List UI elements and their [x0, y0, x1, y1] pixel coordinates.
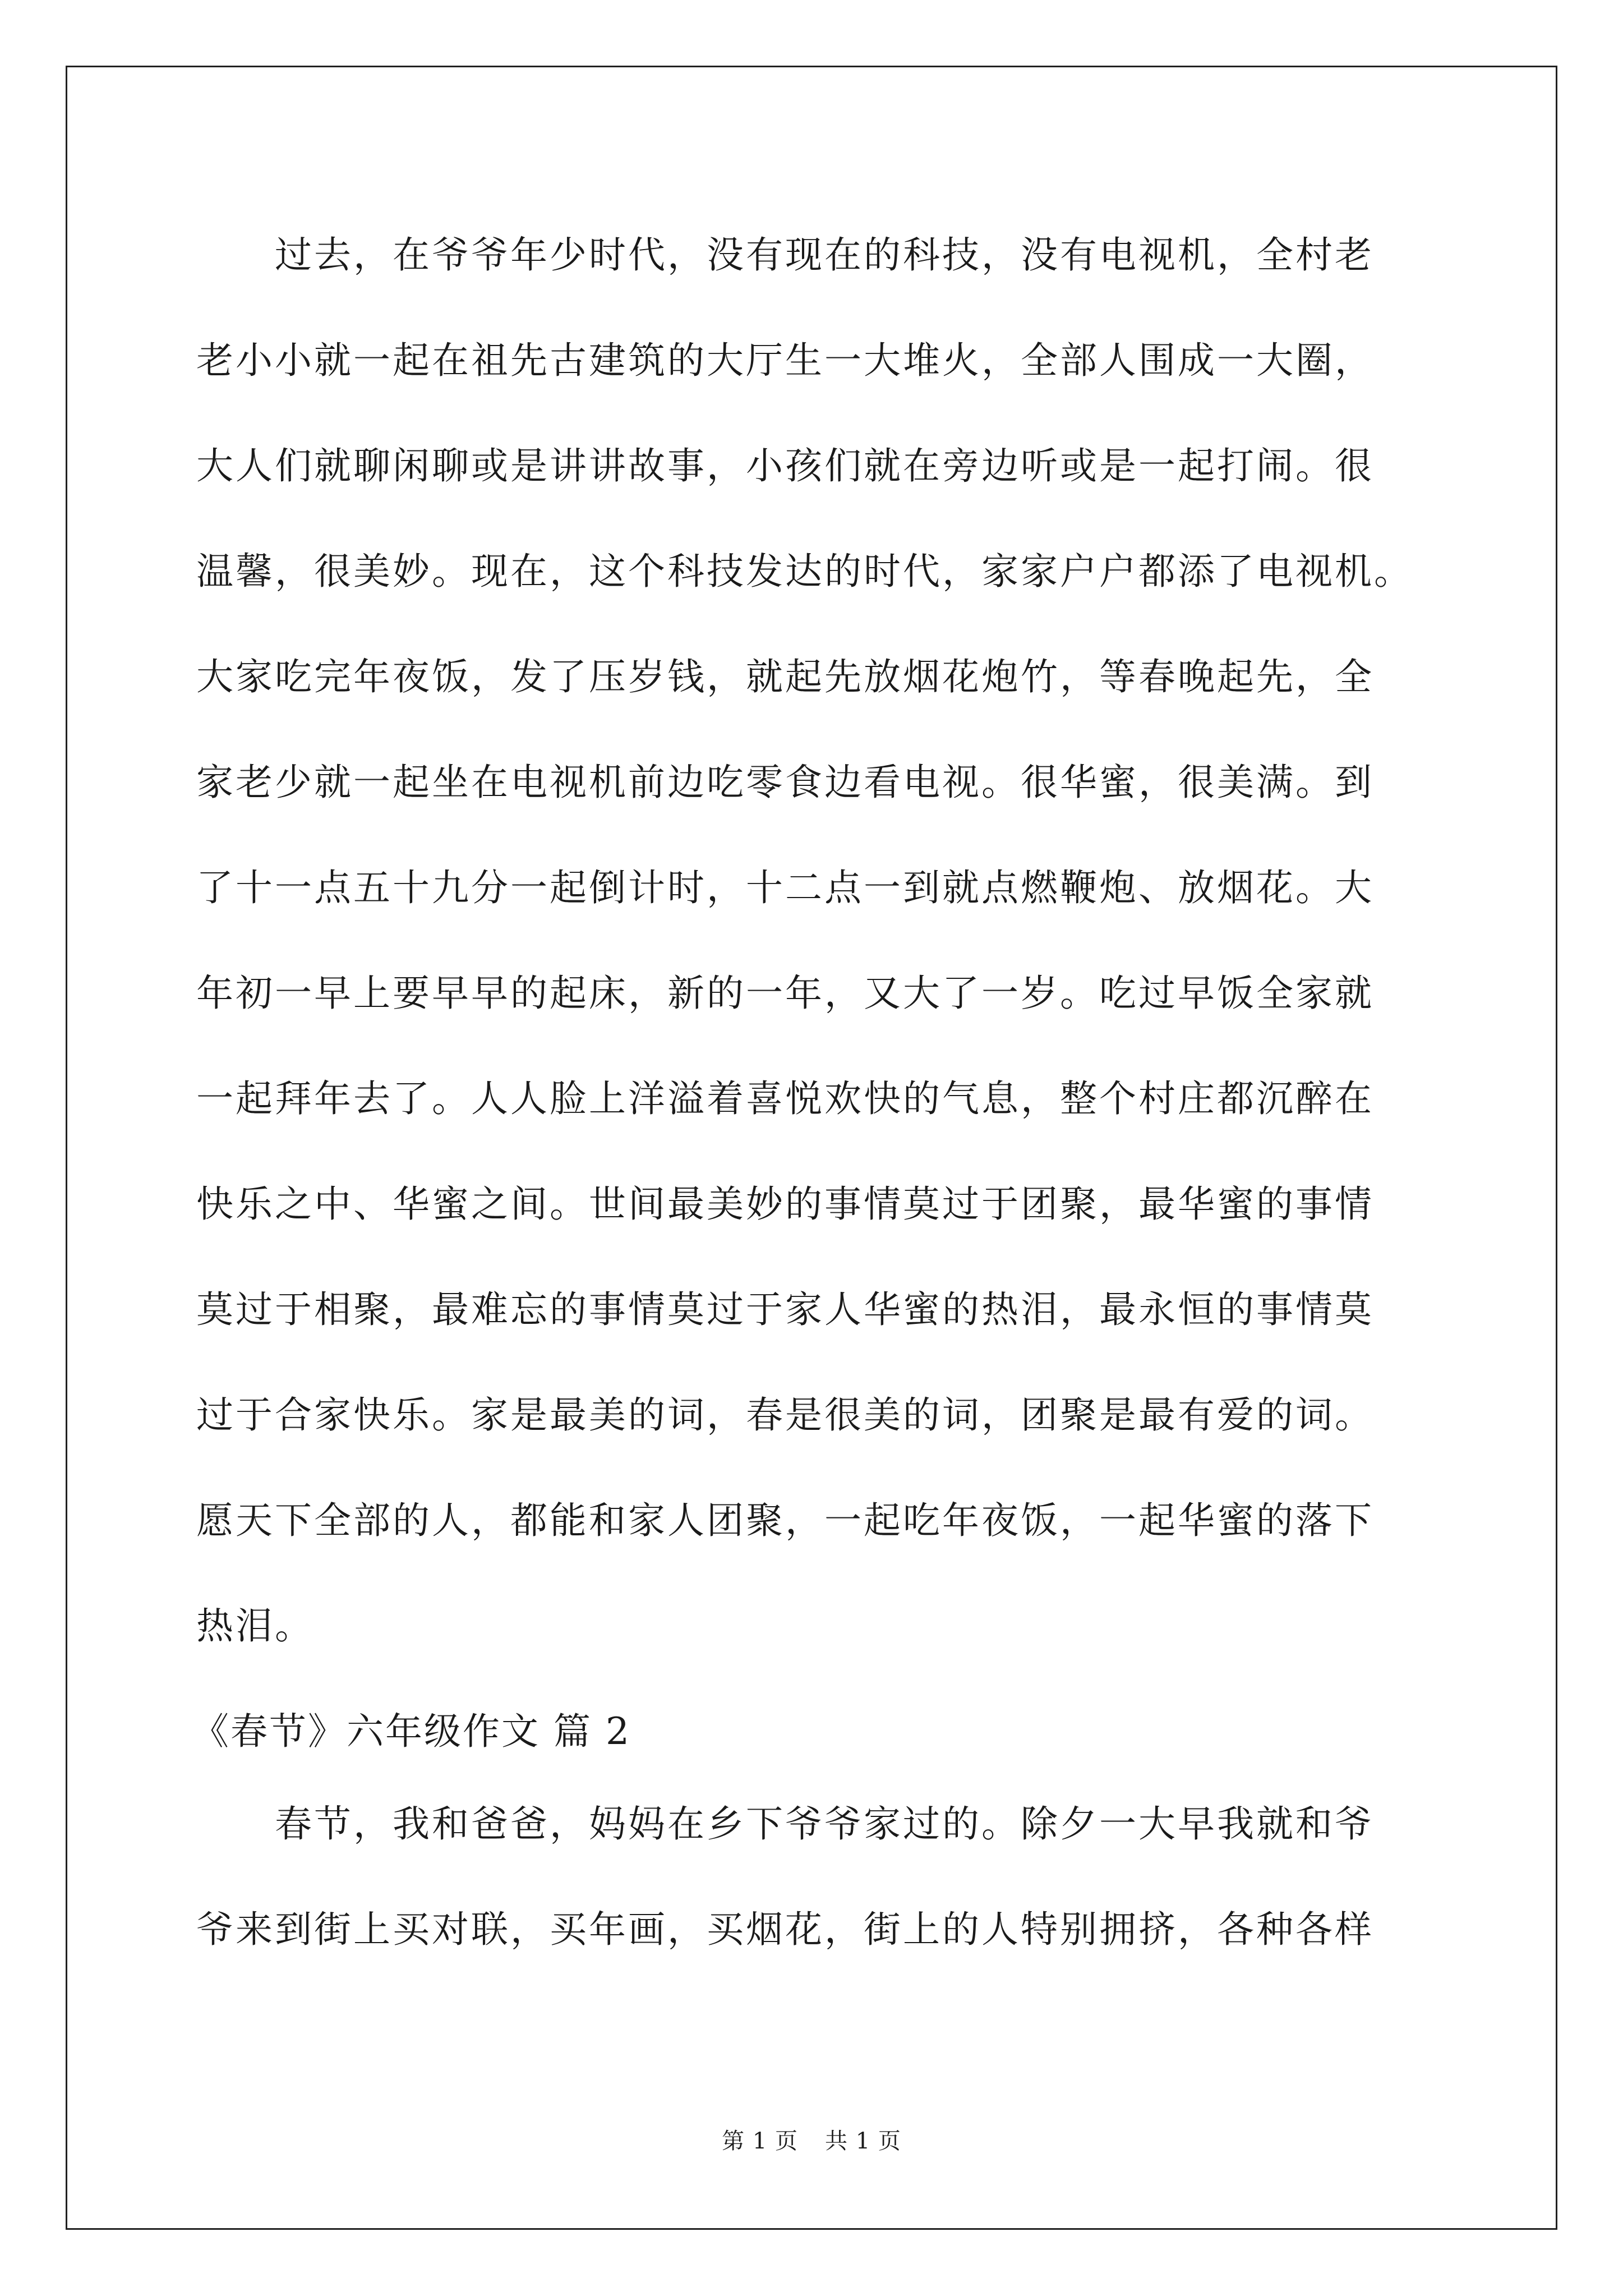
paragraph-line: 愿天下全部的人，都能和家人团聚，一起吃年夜饭，一起华蜜的落下	[196, 1499, 1374, 1542]
paragraph-line: 春节，我和爸爸，妈妈在乡下爷爷家过的。除夕一大早我就和爷	[196, 1802, 1374, 1846]
paragraph-line: 温馨，很美妙。现在，这个科技发达的时代，家家户户都添了电视机。	[196, 550, 1413, 593]
section-heading: 《春节》六年级作文 篇 2	[192, 1710, 631, 1753]
page-total: 共 1 页	[825, 2128, 901, 2154]
paragraph-line: 了十一点五十九分一起倒计时，十二点一到就点燃鞭炮、放烟花。大	[196, 866, 1374, 909]
paragraph-line: 年初一早上要早早的起床，新的一年，又大了一岁。吃过早饭全家就	[196, 972, 1374, 1015]
paragraph-line: 爷来到街上买对联，买年画，买烟花，街上的人特别拥挤，各种各样	[196, 1908, 1374, 1951]
page-footer	[0, 2123, 1623, 2155]
paragraph-line: 过于合家快乐。家是最美的词，春是很美的词，团聚是最有爱的词。	[196, 1393, 1374, 1437]
paragraph-line: 老小小就一起在祖先古建筑的大厅生一大堆火，全部人围成一大圈，	[196, 339, 1374, 382]
document-body	[192, 222, 1433, 2001]
paragraph-line: 大家吃完年夜饭，发了压岁钱，就起先放烟花炮竹，等春晚起先，全	[196, 655, 1374, 698]
paragraph-line: 家老少就一起坐在电视机前边吃零食边看电视。很华蜜，很美满。到	[196, 761, 1374, 804]
paragraph-line: 大人们就聊闲聊或是讲讲故事，小孩们就在旁边听或是一起打闹。很	[196, 444, 1374, 487]
paragraph-line: 快乐之中、华蜜之间。世间最美妙的事情莫过于团聚，最华蜜的事情	[196, 1182, 1374, 1226]
paragraph-line: 过去，在爷爷年少时代，没有现在的科技，没有电视机，全村老	[196, 233, 1374, 277]
paragraph-line: 莫过于相聚，最难忘的事情莫过于家人华蜜的热泪，最永恒的事情莫	[196, 1288, 1374, 1331]
paragraph-line: 热泪。	[196, 1604, 314, 1648]
paragraph-line: 一起拜年去了。人人脸上洋溢着喜悦欢快的气息，整个村庄都沉醉在	[196, 1077, 1374, 1120]
page-number: 第 1 页	[722, 2128, 798, 2154]
